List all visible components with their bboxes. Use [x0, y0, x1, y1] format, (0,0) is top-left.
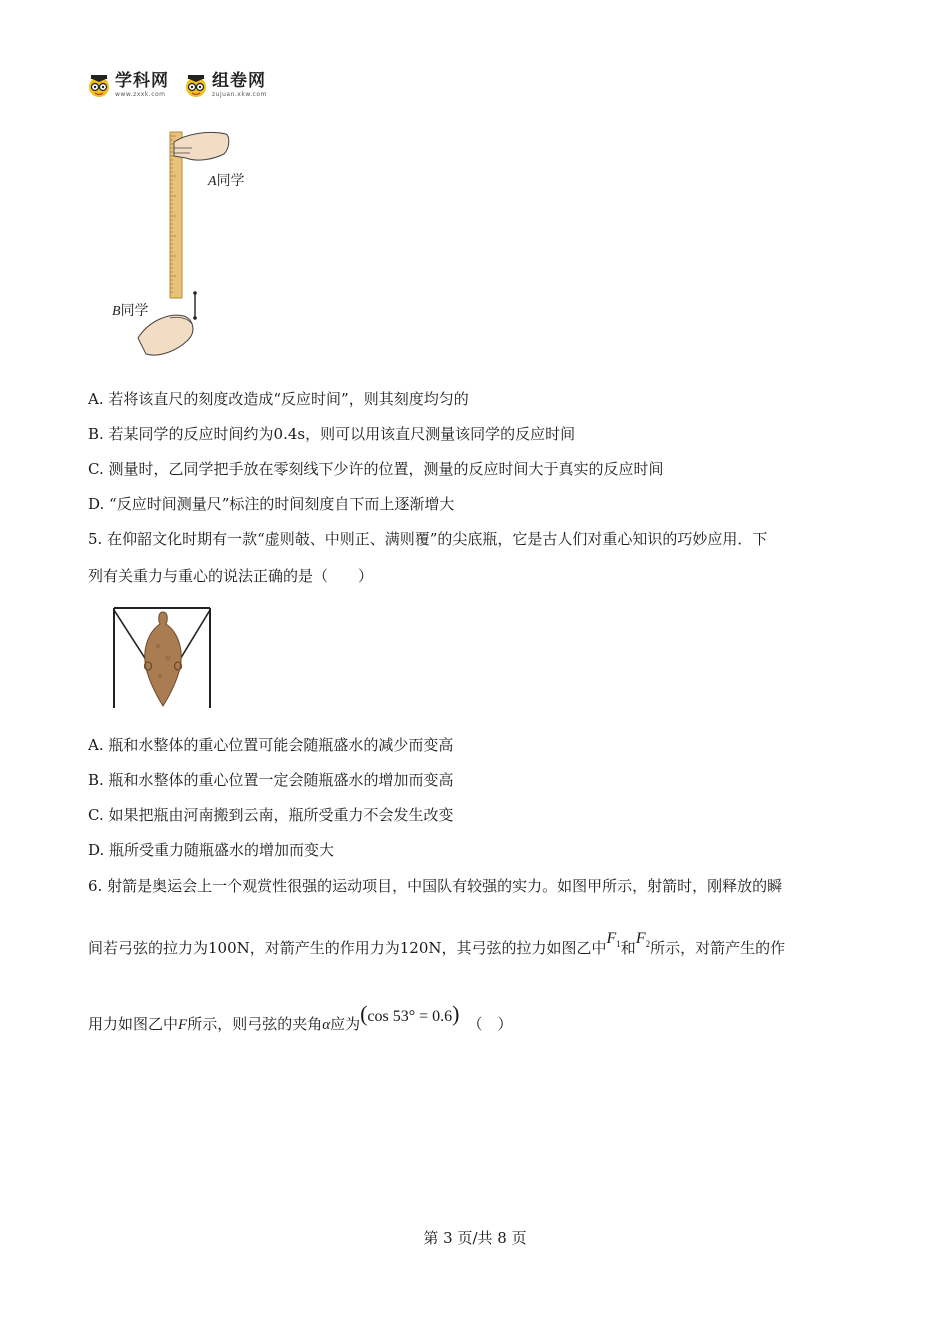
q5-option-d: D. 瓶所受重力随瓶盛水的增加而变大 [88, 841, 335, 859]
ruler-figure [108, 126, 288, 362]
logo-url: www.zxxk.com [115, 90, 166, 98]
q5-option-c: C. 如果把瓶由河南搬到云南，瓶所受重力不会发生改变 [88, 806, 454, 824]
bottle [145, 612, 181, 706]
q6-line3: 用力如图乙中F所示，则弓弦的夹角α应为(cos 53° = 0.6) （ ） [88, 1001, 513, 1033]
label-student-a: A同学 [208, 174, 245, 189]
page-number: 第 3 页/共 8 页 [423, 1229, 527, 1247]
q6-line2: 间若弓弦的拉力为100N，对箭产生的作用力为120N，其弓弦的拉力如图乙中$F_1$和$F_2$所示，对箭产生的作 [88, 930, 786, 957]
q4-option-b: B. 若某同学的反应时间约为0.4s，则可以用该直尺测量该同学的反应时间 [88, 425, 576, 443]
force-f2: $F_2$ [635, 930, 651, 950]
angle-alpha: α [322, 1017, 331, 1033]
cos-formula: (cos 53° = 0.6) [360, 1001, 460, 1026]
q4-option-a: A. 若将该直尺的刻度改造成“反应时间”，则其刻度均匀的 [88, 390, 469, 408]
logo-url: zujuan.xkw.com [212, 90, 267, 98]
q5-stem-line1: 5. 在仰韶文化时期有一款“虚则攲、中则正、满则覆”的尖底瓶，它是古人们对重心知识的巧妙应用．下 [88, 530, 768, 548]
label-student-b: B同学 [112, 304, 149, 319]
mascot-icon [86, 72, 112, 98]
logo-name: 学科网 [115, 70, 169, 91]
logo-name: 组卷网 [212, 70, 266, 91]
q5-option-a: A. 瓶和水整体的重心位置可能会随瓶盛水的减少而变高 [88, 736, 454, 754]
mascot-icon [183, 72, 209, 98]
q5-stem-line2: 列有关重力与重心的说法正确的是（ ） [88, 567, 374, 585]
logo-xuekewang [86, 72, 169, 98]
q6-line1: 6. 射箭是奥运会上一个观赏性很强的运动项目，中国队有较强的实力。如图甲所示，射箭时，刚释放的瞬 [88, 877, 783, 895]
force-f: F [178, 1017, 188, 1033]
force-f1: $F_1$ [606, 930, 621, 950]
q5-option-b: B. 瓶和水整体的重心位置一定会随瓶盛水的增加而变高 [88, 771, 454, 789]
q4-option-d: D. “反应时间测量尺”标注的时间刻度自下而上逐渐增大 [88, 495, 455, 513]
hand-b [138, 315, 193, 355]
header-logos [86, 72, 267, 98]
logo-zujuanwang [183, 72, 267, 98]
q4-option-c: C. 测量时，乙同学把手放在零刻线下少许的位置，测量的反应时间大于真实的反应时间 [88, 460, 664, 478]
pointed-bottle-figure [112, 606, 214, 710]
